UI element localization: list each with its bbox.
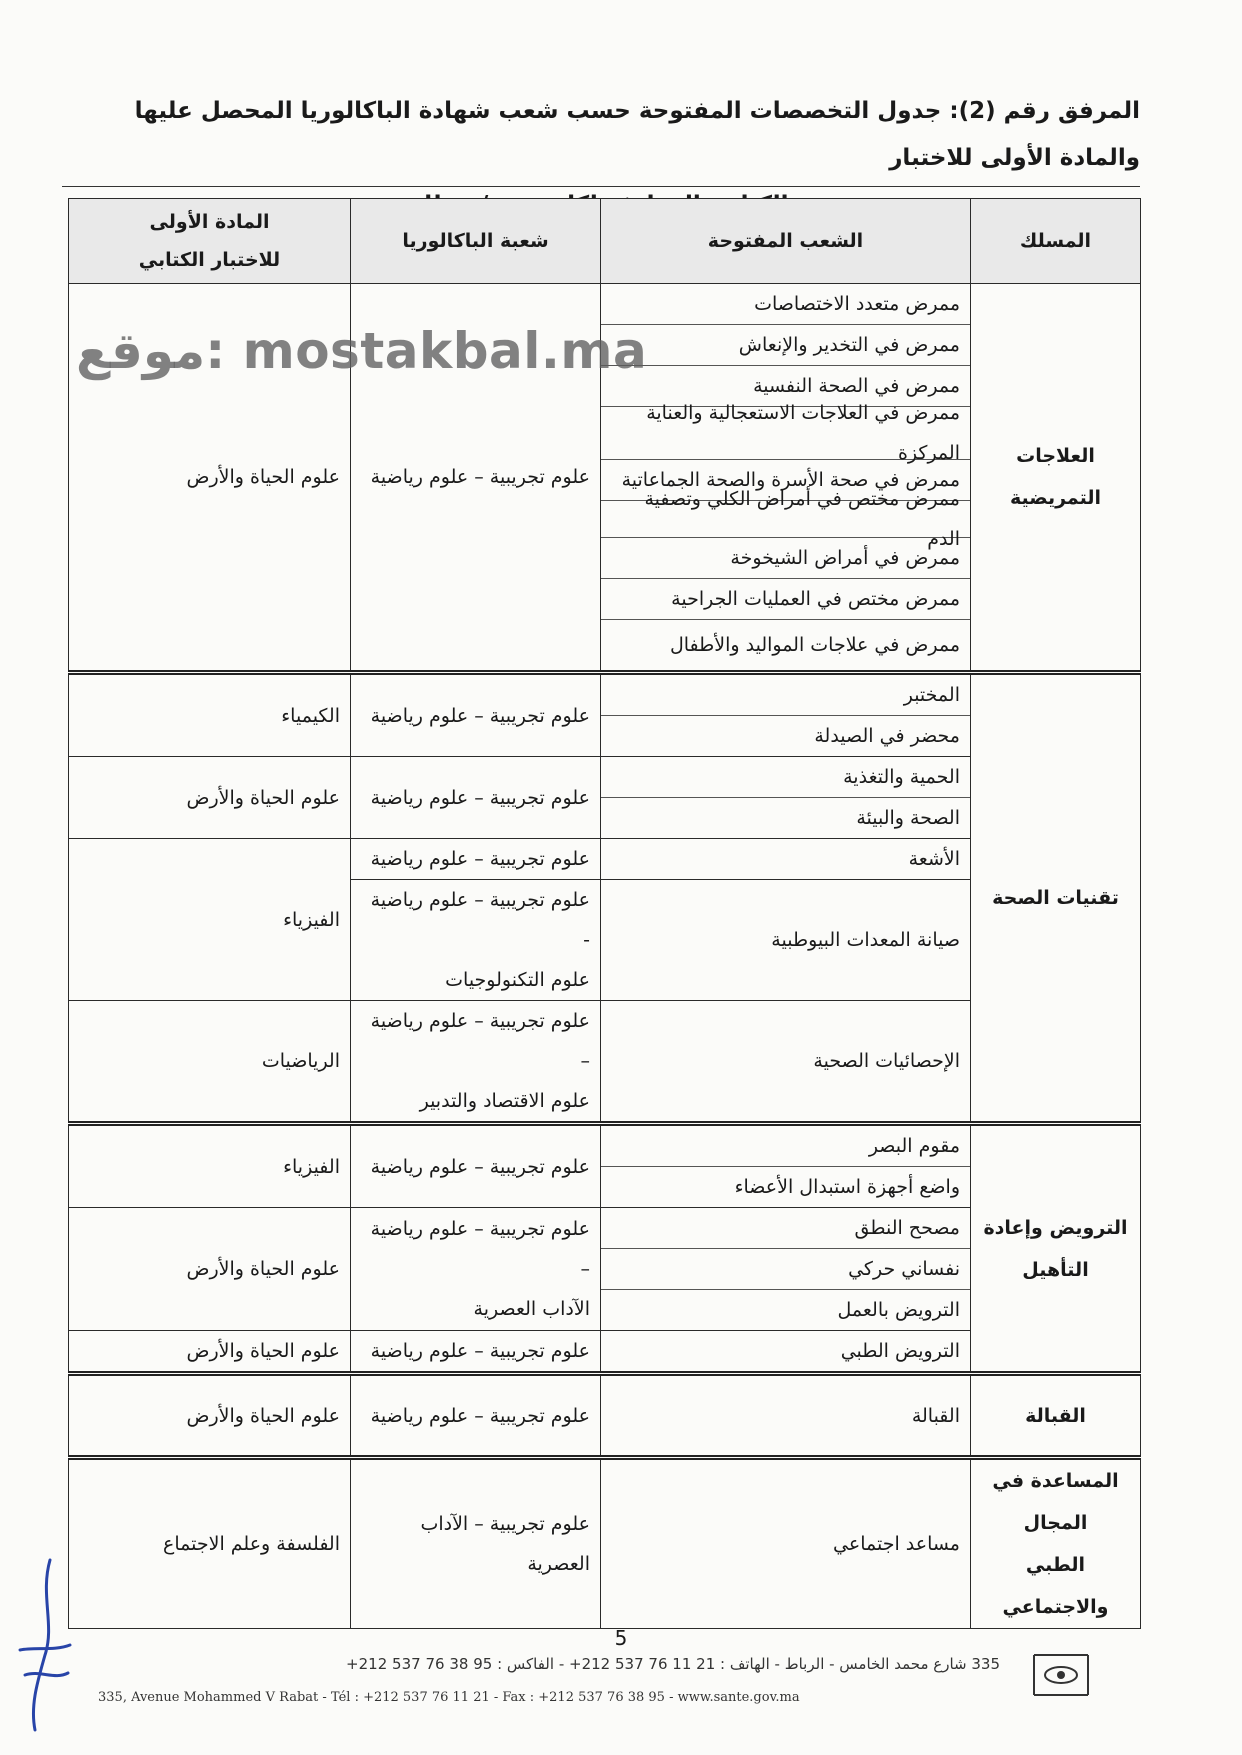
bac-cell: علوم تجريبية – علوم رياضية – الآداب العصرية — [351, 1208, 601, 1331]
list-item: القبالة — [601, 1374, 971, 1458]
list-item: مساعد اجتماعي — [601, 1458, 971, 1629]
bac-cell: علوم تجريبية – علوم رياضية — [351, 1374, 601, 1458]
list-item: صيانة المعدات البيوطبية — [771, 929, 960, 951]
title-underline — [62, 186, 1140, 187]
specialties-table — [68, 198, 1141, 1629]
list-item: الحمية والتغذية — [601, 757, 970, 798]
bac-cell: علوم تجريبية – علوم رياضية - علوم التكنولوجيات — [351, 880, 601, 1001]
bac-cell: علوم تجريبية – علوم رياضية – علوم الاقتصاد والتدبير — [351, 1001, 601, 1124]
header-bac: شعبة الباكالوريا — [351, 199, 601, 284]
subject-cell: الفيزياء — [69, 1124, 351, 1208]
footer-address-french: 335, Avenue Mohammed V Rabat - Tél : +212 537 76 11 21 - Fax : +212 537 76 38 95 - www.sante.gov.ma — [98, 1690, 800, 1705]
bac-nursing: علوم تجريبية – علوم رياضية — [351, 284, 601, 673]
list-item: الترويض بالعمل — [837, 1299, 960, 1321]
subject-cell: علوم الحياة والأرض — [69, 1374, 351, 1458]
list-item: المختبر — [601, 675, 970, 716]
branch-rehab: الترويض وإعادة التأهيل — [971, 1124, 1141, 1374]
list-item: ممرض في العلاجات الاستعجالية والعناية المركزة — [601, 407, 970, 460]
specs-nursing — [601, 284, 971, 673]
bac-cell: علوم تجريبية – علوم رياضية — [351, 1124, 601, 1208]
table-row-social — [69, 1458, 1141, 1629]
list-item: ممرض في التخدير والإنعاش — [601, 325, 970, 366]
list-item: مقوم البصر — [601, 1126, 970, 1167]
list-item: ممرض في الصحة النفسية — [601, 366, 970, 407]
list-item: ممرض في أمراض الشيخوخة — [601, 538, 970, 579]
branch-midwifery: القبالة — [971, 1374, 1141, 1458]
title-line-1: المرفق رقم (2): جدول التخصصات المفتوحة حسب شعب شهادة الباكالوريا المحصل عليها والمادة الأولى للاختبار — [134, 98, 1140, 171]
bac-cell: علوم تجريبية – علوم رياضية — [351, 1331, 601, 1374]
list-item: ممرض مختص في أمراض الكلي وتصفية الدم — [601, 501, 970, 538]
list-item: ممرض مختص في العمليات الجراحية — [601, 579, 970, 620]
list-item: الأشعة — [908, 848, 960, 870]
watermark-text: موقع: mostakbal.ma — [76, 322, 648, 380]
bac-cell: علوم تجريبية – علوم رياضية — [351, 839, 601, 880]
subject-cell: علوم الحياة والأرض — [69, 1331, 351, 1374]
subject-nursing: علوم الحياة والأرض — [69, 284, 351, 673]
list-item: واضع أجهزة استبدال الأعضاء — [734, 1176, 960, 1198]
table-row — [69, 1124, 1141, 1208]
list-item: الصحة والبيئة — [856, 807, 960, 829]
bac-cell: علوم تجريبية – علوم رياضية — [351, 673, 601, 757]
list-item: مصحح النطق — [601, 1208, 970, 1249]
subject-cell: علوم الحياة والأرض — [69, 1208, 351, 1331]
bac-cell: علوم تجريبية – علوم رياضية — [351, 757, 601, 839]
list-item: نفساني حركي — [601, 1249, 970, 1290]
branch-health-tech: تقنيات الصحة — [971, 673, 1141, 1124]
header-subject: المادة الأولى للاختبار الكتابي — [69, 199, 351, 284]
header-specialties: الشعب المفتوحة — [601, 199, 971, 284]
list-item: ممرض في علاجات المواليد والأطفال — [669, 634, 960, 656]
list-item: محضر في الصيدلة — [814, 725, 960, 747]
subject-cell: الفلسفة وعلم الاجتماع — [69, 1458, 351, 1629]
subject-cell: علوم الحياة والأرض — [69, 757, 351, 839]
subject-cell: الرياضيات — [69, 1001, 351, 1124]
list-item: ممرض متعدد الاختصاصات — [601, 284, 970, 325]
branch-social: المساعدة في المجال الطبي والاجتماعي — [971, 1458, 1141, 1629]
ministry-logo-icon — [1030, 1645, 1092, 1705]
table-row — [69, 673, 1141, 757]
bac-cell: علوم تجريبية – الآداب العصرية — [351, 1458, 601, 1629]
subject-cell: الفيزياء — [69, 839, 351, 1001]
branch-nursing: العلاجات التمريضية — [971, 284, 1141, 673]
subject-cell: الكيمياء — [69, 673, 351, 757]
page-number: 5 — [614, 1626, 628, 1650]
table-header-row — [69, 199, 1141, 284]
list-item: ممرض في صحة الأسرة والصحة الجماعاتية — [601, 460, 970, 501]
signature-icon — [10, 1555, 80, 1740]
header-branch: المسلك — [971, 199, 1141, 284]
list-item: الإحصائيات الصحية — [813, 1050, 960, 1072]
footer-address-arabic: 335 شارع محمد الخامس - الرباط - الهاتف : 21 11 76 537 212+ - الفاكس : 95 38 76 537 212+ — [346, 1655, 1000, 1673]
list-item: الترويض الطبي — [840, 1340, 960, 1362]
table-row-midwifery — [69, 1374, 1141, 1458]
